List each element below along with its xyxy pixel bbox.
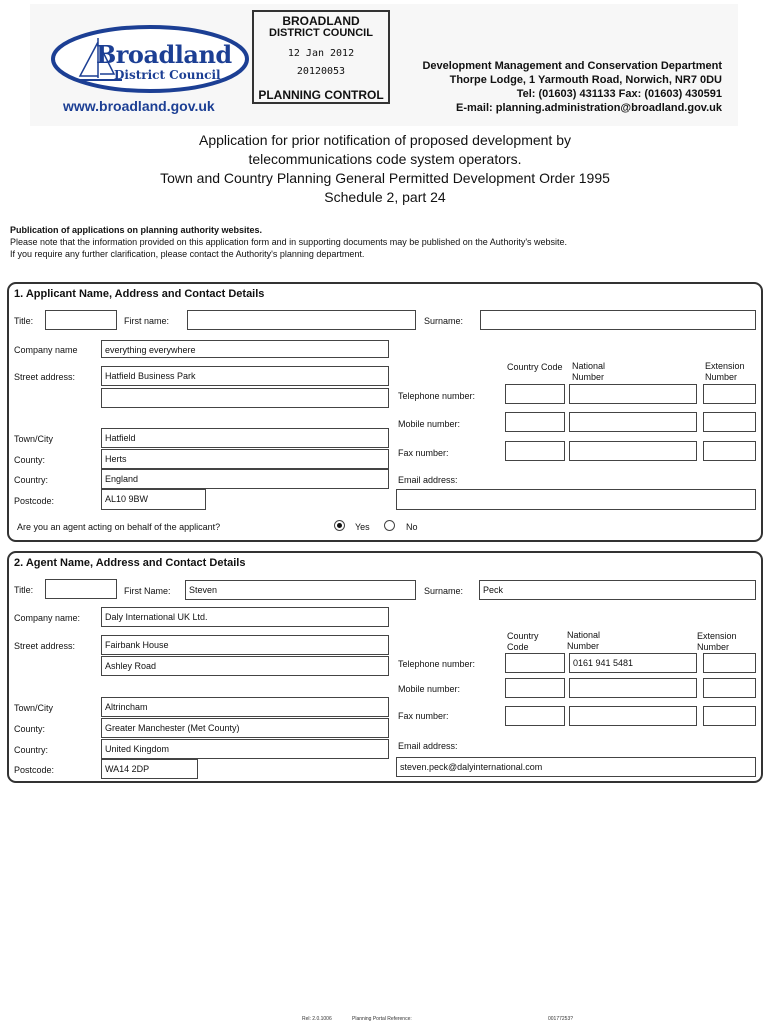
stamp-ref: 20120053 xyxy=(296,66,346,77)
applicant-street2-input[interactable] xyxy=(101,388,389,408)
applicant-street-label: Street address: xyxy=(14,372,76,382)
applicant-country-input[interactable]: England xyxy=(101,469,389,489)
agent-mobile-national[interactable] xyxy=(569,678,697,698)
applicant-town-input[interactable]: Hatfield xyxy=(101,428,389,448)
applicant-national-number-header: National Number xyxy=(572,361,606,382)
received-stamp xyxy=(252,10,390,104)
applicant-street1-input[interactable]: Hatfield Business Park xyxy=(101,366,389,386)
agent-question: Are you an agent acting on behalf of the applicant? xyxy=(17,522,221,532)
applicant-county-label: County: xyxy=(14,455,46,465)
applicant-mobile-country-code[interactable] xyxy=(505,412,565,432)
applicant-first-name-input[interactable] xyxy=(187,310,416,330)
applicant-country-label: Country: xyxy=(14,475,49,485)
applicant-town-label: Town/City xyxy=(14,434,54,444)
applicant-tel-country-code[interactable] xyxy=(505,384,565,404)
form-title-3: Town and Country Planning General Permitted Development Order 1995 xyxy=(160,170,610,186)
agent-surname-input[interactable]: Peck xyxy=(479,580,756,600)
agent-street-label: Street address: xyxy=(14,641,76,651)
agent-no-radio[interactable] xyxy=(384,520,395,531)
applicant-tel-national[interactable] xyxy=(569,384,697,404)
dept-email[interactable]: E-mail: planning.administration@broadland.gov.uk xyxy=(456,102,722,114)
agent-company-input[interactable]: Daly International UK Ltd. xyxy=(101,607,389,627)
applicant-tel-extension[interactable] xyxy=(703,384,756,404)
agent-country-label: Country: xyxy=(14,745,49,755)
agent-first-name-label: First Name: xyxy=(124,586,171,596)
dept-tel: Tel: (01603) 431133 Fax: (01603) 430591 xyxy=(516,88,722,100)
applicant-fax-national[interactable] xyxy=(569,441,697,461)
form-title-4: Schedule 2, part 24 xyxy=(324,189,446,205)
applicant-fax-extension[interactable] xyxy=(703,441,756,461)
applicant-surname-input[interactable] xyxy=(480,310,756,330)
agent-country-input[interactable]: United Kingdom xyxy=(101,739,389,759)
form-title-1: Application for prior notification of proposed development by xyxy=(199,132,571,148)
applicant-title-label: Title: xyxy=(14,316,34,326)
agent-mobile-country-code[interactable] xyxy=(505,678,565,698)
agent-title-label: Title: xyxy=(14,585,34,595)
agent-county-label: County: xyxy=(14,724,46,734)
applicant-fax-country-code[interactable] xyxy=(505,441,565,461)
stamp-line1: BROADLAND xyxy=(282,14,360,28)
agent-telephone-label: Telephone number: xyxy=(398,659,476,669)
agent-country-code-header: Country Code xyxy=(507,631,539,652)
applicant-telephone-label: Telephone number: xyxy=(398,391,476,401)
agent-no-label: No xyxy=(406,522,418,532)
notice-line-2: If you require any further clarification, please contact the Authority's planning department. xyxy=(10,249,365,259)
notice-line-1: Please note that the information provided on this application form and in supporting documents may be published on the Authority's website. xyxy=(10,237,568,247)
logo-name: Broadland xyxy=(96,40,232,69)
agent-email-label: Email address: xyxy=(398,741,458,751)
website-link[interactable]: www.broadland.gov.uk xyxy=(63,98,215,114)
applicant-company-label: Company name xyxy=(14,345,78,355)
agent-extension-header: Extension Number xyxy=(697,631,737,652)
applicant-email-label: Email address: xyxy=(398,475,458,485)
dept-name: Development Management and Conservation Department xyxy=(422,60,722,72)
agent-email-input[interactable]: steven.peck@dalyinternational.com xyxy=(396,757,756,777)
agent-fax-label: Fax number: xyxy=(398,711,449,721)
agent-title-input[interactable] xyxy=(45,579,117,599)
agent-street2-input[interactable]: Ashley Road xyxy=(101,656,389,676)
footer-portal-ref: 00177253? xyxy=(548,1016,574,1022)
stamp-line2: DISTRICT COUNCIL xyxy=(269,27,373,39)
applicant-surname-label: Surname: xyxy=(424,316,464,326)
agent-fax-extension[interactable] xyxy=(703,706,756,726)
applicant-mobile-extension[interactable] xyxy=(703,412,756,432)
agent-surname-label: Surname: xyxy=(424,586,464,596)
stamp-footer: PLANNING CONTROL xyxy=(258,88,384,102)
logo-subtitle: District Council xyxy=(114,68,221,82)
agent-town-label: Town/City xyxy=(14,703,54,713)
applicant-mobile-label: Mobile number: xyxy=(398,419,461,429)
agent-tel-national[interactable]: 0161 941 5481 xyxy=(569,653,697,673)
applicant-extension-header: Extension Number xyxy=(705,361,745,382)
applicant-mobile-national[interactable] xyxy=(569,412,697,432)
applicant-county-input[interactable]: Herts xyxy=(101,449,389,469)
applicant-first-name-label: First name: xyxy=(124,316,170,326)
agent-postcode-label: Postcode: xyxy=(14,765,55,775)
applicant-email-input[interactable] xyxy=(396,489,756,510)
agent-first-name-input[interactable]: Steven xyxy=(185,580,416,600)
dept-address: Thorpe Lodge, 1 Yarmouth Road, Norwich, NR7 0DU xyxy=(449,74,722,86)
radio-selected-dot xyxy=(337,523,342,528)
agent-fax-national[interactable] xyxy=(569,706,697,726)
footer-release: Rel: 2.0.1006 xyxy=(302,1016,332,1022)
agent-postcode-input[interactable]: WA14 2DP xyxy=(101,759,198,779)
form-title-2: telecommunications code system operators. xyxy=(248,151,522,167)
agent-section-title: 2. Agent Name, Address and Contact Details xyxy=(14,557,246,569)
applicant-country-code-header: Country Code xyxy=(507,362,563,372)
stamp-date: 12 Jan 2012 xyxy=(287,48,355,59)
applicant-fax-label: Fax number: xyxy=(398,448,449,458)
agent-town-input[interactable]: Altrincham xyxy=(101,697,389,717)
agent-tel-extension[interactable] xyxy=(703,653,756,673)
applicant-title-input[interactable] xyxy=(45,310,117,330)
agent-tel-country-code[interactable] xyxy=(505,653,565,673)
notice-heading: Publication of applications on planning authority websites. xyxy=(10,225,263,235)
agent-yes-label: Yes xyxy=(355,522,370,532)
agent-county-input[interactable]: Greater Manchester (Met County) xyxy=(101,718,389,738)
footer-portal-label: Planning Portal Reference: xyxy=(352,1016,412,1022)
agent-national-number-header: National Number xyxy=(567,630,601,651)
agent-mobile-label: Mobile number: xyxy=(398,684,461,694)
agent-mobile-extension[interactable] xyxy=(703,678,756,698)
applicant-postcode-label: Postcode: xyxy=(14,496,55,506)
applicant-section-title: 1. Applicant Name, Address and Contact Details xyxy=(14,288,265,300)
applicant-postcode-input[interactable]: AL10 9BW xyxy=(101,489,206,510)
agent-street1-input[interactable]: Fairbank House xyxy=(101,635,389,655)
agent-fax-country-code[interactable] xyxy=(505,706,565,726)
agent-company-label: Company name: xyxy=(14,613,81,623)
agent-yes-radio[interactable] xyxy=(334,520,345,531)
applicant-company-input[interactable]: everything everywhere xyxy=(101,340,389,358)
